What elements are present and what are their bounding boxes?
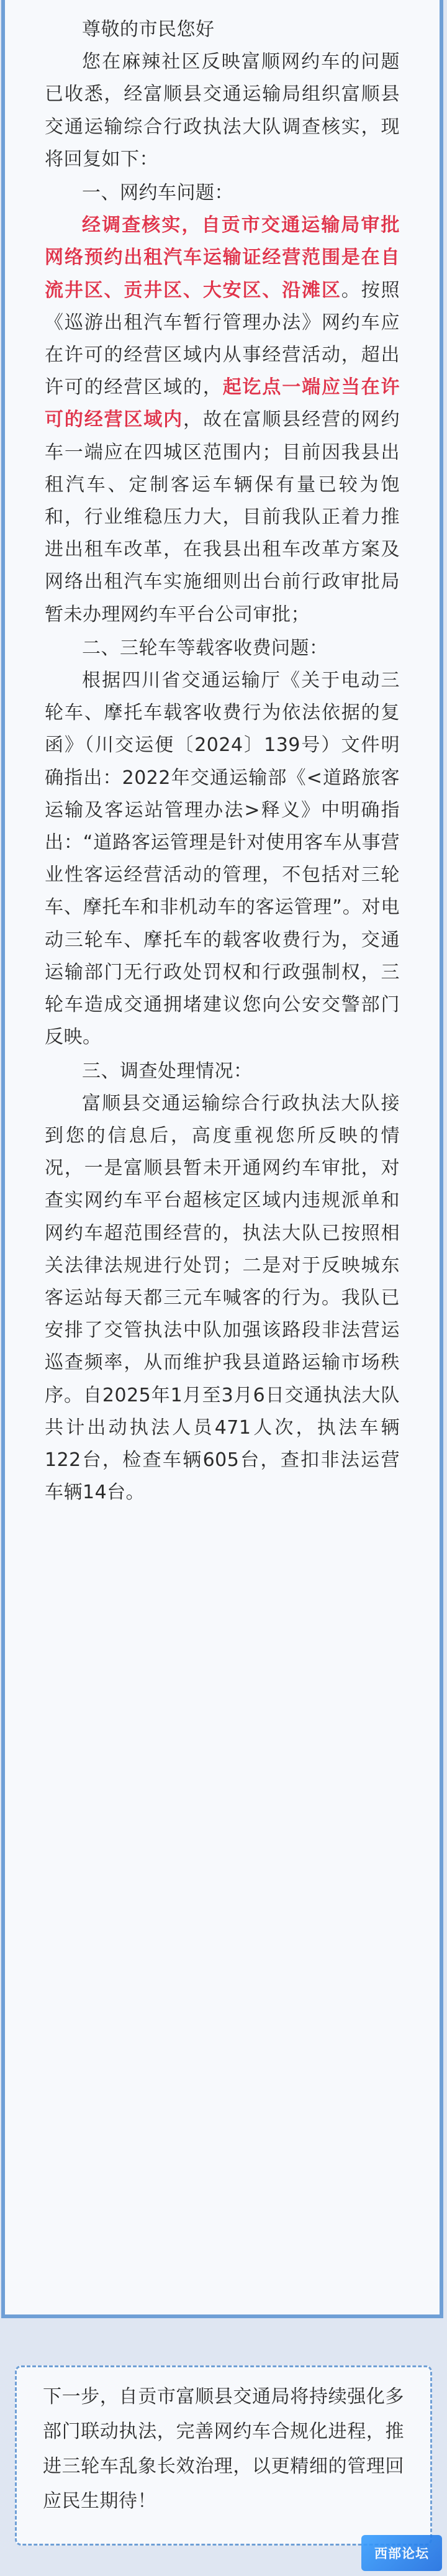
- intro-paragraph: 您在麻辣社区反映富顺网约车的问题已收悉，经富顺县交通运输局组织富顺县交通运输综合行政执法大队调查核实，现将回复如下：: [45, 51, 400, 170]
- section1-highlight-b: 起讫点一端应当在许可的经营区域内: [45, 376, 400, 431]
- next-step-box: [15, 2365, 432, 2546]
- section3-heading: 三、调查处理情况：: [82, 1060, 253, 1082]
- next-step-text: 下一步，自贡市富顺县交通局将持续强化多部门联动执法，完善网约车合规化进程，推进三轮车乱象长效治理，以更精细的管理回应民生期待！: [43, 2386, 404, 2512]
- greeting: 尊敬的市民您好: [82, 19, 215, 40]
- reply-letter-box: [1, 0, 443, 2318]
- section1-paragraph: [45, 209, 400, 631]
- section1-text-a: 。按照《巡游出租汽车暂行管理办法》网约车应在许可的经营区域内从事经营活动，超出许可的经营区域的，: [45, 279, 400, 399]
- section1-text-b: ，故在富顺县经营的网约车一端应在四城区范围内；目前因我县出租汽车、定制客运车辆保有量已较为饱和，行业维稳压力大，目前我队正着力推进出租车改革，在我县出租车改革方案及网络出租汽车实施细则出台前行政审批局暂未办理网约车平台公司审批；: [45, 409, 400, 626]
- section1-highlight-a: 经调查核实，自贡市交通运输局审批网络预约出租汽车运输证经营范围是在自流井区、贡井区、大安区、沿滩区: [45, 214, 400, 301]
- site-watermark-logo: 西部论坛: [361, 2535, 442, 2571]
- section3-paragraph: 富顺县交通运输综合行政执法大队接到您的信息后，高度重视您所反映的情况，一是富顺县暂未开通网约车审批，对查实网约车平台超核定区域内违规派单和网约车超范围经营的，执法大队已按照相关法律法规进行处罚；二是对于反映城东客运站每天都三元车喊客的行为。我队已安排了交管执法中队加强该路段非法营运巡查频率，从而维护我县道路运输市场秩序。自2025年1月至3月6日交通执法大队共计出动执法人员471人次，执法车辆122台，检查车辆605台，查扣非法运营车辆14台。: [45, 1092, 400, 1504]
- section1-heading: 一、网约车问题：: [82, 182, 233, 204]
- section2-heading: 二、三轮车等载客收费问题：: [82, 637, 328, 659]
- section2-paragraph: 根据四川省交通运输厅《关于电动三轮车、摩托车载客收费行为依法依据的复函》（川交运便〔2024〕139号）文件明确指出：2022年交通运输部《<道路旅客运输及客运站管理办法>释义》中明确指出：“道路客运管理是针对使用客车从事营业性客运经营活动的管理，不包括对三轮车、摩托车和非机动车的客运管理”。对电动三轮车、摩托车的载客收费行为，交通运输部门无行政处罚权和行政强制权，三轮车造成交通拥堵建议您向公安交警部门反映。: [45, 670, 400, 1049]
